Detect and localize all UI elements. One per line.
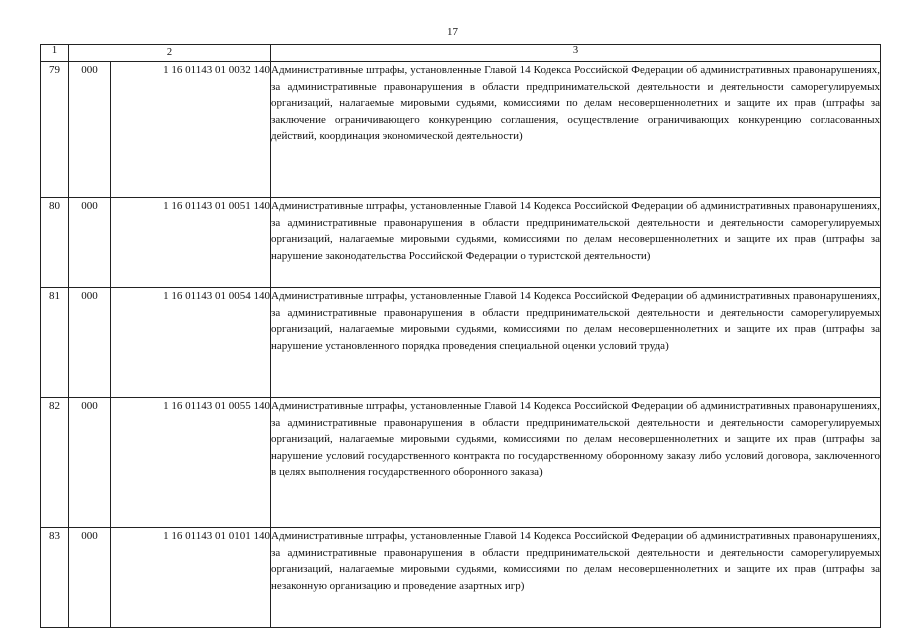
budget-code: 1 16 01143 01 0101 140: [111, 528, 271, 628]
row-number: 82: [41, 398, 69, 528]
admin-code: 000: [69, 198, 111, 288]
page-number: 17: [447, 26, 458, 38]
header-col-3: 3: [271, 45, 881, 62]
budget-codes-table: [40, 44, 881, 628]
row-description: Административные штрафы, установленные Главой 14 Кодекса Российской Федерации об административных правонарушениях, за административные правонарушения в области предпринимательской деятельности и деятельности саморегулируемых организаций, налагаемые мировыми судьями, комиссиями по делам несовершеннолетних и защите их прав (штрафы за нарушение условий государственного контракта по государственному оборонному заказу либо условий договора, заключенного в целях выполнения государственного оборонного заказа): [271, 398, 881, 528]
header-col-2: 2: [69, 45, 271, 62]
table-header-row: [41, 45, 881, 62]
header-col-1: 1: [41, 45, 69, 62]
row-description: Административные штрафы, установленные Главой 14 Кодекса Российской Федерации об административных правонарушениях, за административные правонарушения в области предпринимательской деятельности и деятельности саморегулируемых организаций, налагаемые мировыми судьями, комиссиями по делам несовершеннолетних и защите их прав (штрафы за незаконную организацию и проведение азартных игр): [271, 528, 881, 628]
budget-code: 1 16 01143 01 0055 140: [111, 398, 271, 528]
budget-code: 1 16 01143 01 0054 140: [111, 288, 271, 398]
table-row: [41, 198, 881, 288]
row-number: 79: [41, 62, 69, 198]
table-row: [41, 288, 881, 398]
row-description: Административные штрафы, установленные Главой 14 Кодекса Российской Федерации об административных правонарушениях, за административные правонарушения в области предпринимательской деятельности и деятельности саморегулируемых организаций, налагаемые мировыми судьями, комиссиями по делам несовершеннолетних и защите их прав (штрафы за нарушение законодательства Российской Федерации о туристской деятельности): [271, 198, 881, 288]
admin-code: 000: [69, 288, 111, 398]
table-row: [41, 62, 881, 198]
admin-code: 000: [69, 62, 111, 198]
table-row: [41, 528, 881, 628]
admin-code: 000: [69, 528, 111, 628]
admin-code: 000: [69, 398, 111, 528]
table-row: [41, 398, 881, 528]
row-number: 80: [41, 198, 69, 288]
row-number: 83: [41, 528, 69, 628]
budget-code: 1 16 01143 01 0032 140: [111, 62, 271, 198]
row-description: Административные штрафы, установленные Главой 14 Кодекса Российской Федерации об административных правонарушениях, за административные правонарушения в области предпринимательской деятельности и деятельности саморегулируемых организаций, налагаемые мировыми судьями, комиссиями по делам несовершеннолетних и защите их прав (штрафы за заключение ограничивающего конкуренцию соглашения, осуществление ограничивающих конкуренцию согласованных действий, координация экономической деятельности): [271, 62, 881, 198]
row-description: Административные штрафы, установленные Главой 14 Кодекса Российской Федерации об административных правонарушениях, за административные правонарушения в области предпринимательской деятельности и деятельности саморегулируемых организаций, налагаемые мировыми судьями, комиссиями по делам несовершеннолетних и защите их прав (штрафы за нарушение установленного порядка проведения специальной оценки условий труда): [271, 288, 881, 398]
budget-code: 1 16 01143 01 0051 140: [111, 198, 271, 288]
row-number: 81: [41, 288, 69, 398]
